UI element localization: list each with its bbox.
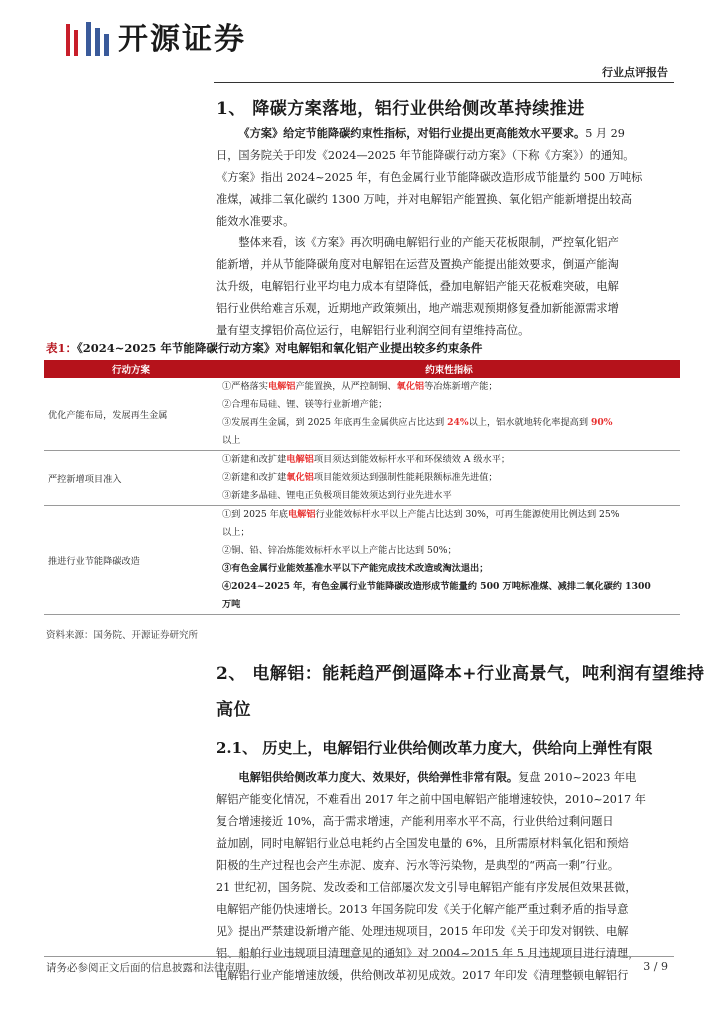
footer-disclaimer: 请务必参阅正文后面的信息披露和法律声明	[46, 962, 246, 974]
text-run: 《方案》指出 2024~2025 年，有色金属行业节能降碳改造形成节能量约 500 万吨标	[216, 171, 643, 184]
text-run: 24%	[447, 417, 469, 428]
paragraph-line	[216, 167, 680, 189]
page-number: 3 / 9	[643, 960, 668, 973]
text-run: 能效水准要求。	[216, 215, 295, 228]
paragraph-line	[216, 276, 680, 298]
text-run: 优化产能布局，发展再生金属	[48, 410, 168, 421]
text-run: ③新建多晶硅、锂电正负极项目能效须达到行业先进水平	[222, 490, 452, 501]
text-run: 产能置换，从严控制铜、	[295, 381, 397, 392]
indicator-line	[222, 578, 680, 596]
action-cell	[44, 378, 218, 451]
text-run: 行业能效标杆水平以上产能占比达到 30%，可再生能源使用比例达到 25%	[315, 509, 620, 520]
text-run: ①严格落实	[222, 381, 268, 392]
indicator-line	[222, 506, 680, 524]
text-run: 严控新增项目准入	[48, 474, 122, 485]
text-run: ①到 2025 年底	[222, 509, 288, 520]
footer-divider	[44, 956, 674, 957]
paragraph-line	[216, 899, 680, 921]
text-run: 能新增，并从节能降碳角度对电解铝在运营及置换产能提出能效要求，倒逼产能淘	[216, 258, 619, 271]
paragraph-line	[216, 189, 680, 211]
indicator-line	[222, 378, 680, 396]
section-1-paragraph-2	[216, 232, 680, 342]
section-1-paragraph-1	[216, 122, 680, 233]
indicator-cell	[218, 506, 680, 615]
text-run: ③有色金属行业能效基准水平以下产能完成技术改造或淘汰退出；	[222, 563, 489, 574]
header-divider	[214, 82, 674, 83]
text-run: 整体来看，该《方案》再次明确电解铝行业的产能天花板限制，严控氧化铝产	[238, 236, 619, 249]
paragraph-line	[216, 965, 680, 987]
text-run: ①新建和改扩建	[222, 454, 287, 465]
text-run: 以上；	[222, 527, 250, 538]
indicator-line	[222, 396, 680, 414]
text-run: 汰升级，电解铝行业平均电力成本有望降低，叠加电解铝产能天花板难突破，电解	[216, 280, 619, 293]
table-row	[44, 378, 680, 451]
text-run: ②新建和改扩建	[222, 472, 287, 483]
paragraph-line	[216, 211, 680, 233]
paragraph-line	[216, 766, 680, 789]
indicator-line	[222, 487, 680, 505]
indicator-line	[222, 414, 680, 432]
table-row	[44, 506, 680, 615]
text-run: 解铝产能变化情况，不难看出 2017 年之前中国电解铝产能增速较快，2010~2017 年	[216, 793, 646, 806]
text-run: 5 月 29	[585, 127, 625, 140]
brand-name: 开源证券	[118, 22, 246, 57]
text-run: 铝、船舶行业违规项目清理意见的通知》对 2004~2015 年 5 月违规项目进行清理，	[216, 947, 640, 960]
indicator-line	[222, 451, 680, 469]
table-header-row	[44, 360, 680, 378]
indicator-cell	[218, 451, 680, 506]
text-run: 日，国务院关于印发《2024—2025 年节能降碳行动方案》（下称《方案》）的通知。	[216, 149, 635, 162]
text-run: 项目能效须达到强制性能耗限额标准先进值；	[313, 472, 498, 483]
text-run: ③发展再生金属，到 2025 年底再生金属供应占比达到	[222, 417, 448, 428]
table-title	[46, 340, 482, 356]
text-run: 阳极的生产过程也会产生赤泥、废弃、污水等污染物，是典型的“两高一剩”行业。	[216, 859, 620, 872]
text-run: 等冶炼新增产能；	[424, 381, 498, 392]
paragraph-line	[216, 320, 680, 342]
text-run: 电解铝产能仍快速增长。2013 年国务院印发《关于化解产能严重过剩矛盾的指导意	[216, 903, 629, 916]
indicator-line	[222, 524, 680, 542]
section-2-heading-line-1: 2、 电解铝：能耗趋严倒逼降本+行业高景气，吨利润有望维持	[216, 664, 705, 684]
paragraph-line	[216, 122, 680, 145]
constraints-table	[44, 360, 680, 615]
text-run: 铝行业供给难言乐观，近期地产政策频出，地产端悲观预期修复叠加新能源需求增	[216, 302, 619, 315]
table-label: 表1：	[46, 341, 78, 355]
section-2-heading-line-2: 高位	[216, 700, 251, 720]
text-run: 见》提出严禁建设新增产能、处理违规项目，2015 年印发《关于印发对钢铁、电解	[216, 925, 629, 938]
text-run: 复合增速接近 10%，高于需求增速，产能利用率水平不高，行业供给过剩问题日	[216, 815, 614, 828]
indicator-line	[222, 560, 680, 578]
paragraph-line	[216, 254, 680, 276]
indicator-line	[222, 432, 680, 450]
text-run: 益加剧，同时电解铝行业总电耗约占全国发电量的 6%，且所需原材料氧化铝和预焙	[216, 837, 629, 850]
paragraph-line	[216, 943, 680, 965]
paragraph-line	[216, 298, 680, 320]
paragraph-line	[216, 811, 680, 833]
indicator-line	[222, 469, 680, 487]
brand-logo-mark	[60, 20, 120, 64]
action-cell	[44, 451, 218, 506]
text-run: ②铜、铅、锌冶炼能效标杆水平以上产能占比达到 50%；	[222, 545, 457, 556]
text-run: 推进行业节能降碳改造	[48, 556, 140, 567]
text-run: 电解铝	[267, 381, 296, 392]
text-run: 复盘 2010~2023 年电	[518, 771, 637, 784]
text-run: 电解铝供给侧改革力度大、效果好，供给弹性非常有限。	[238, 770, 519, 784]
text-run: 电解铝行业产能增速放缓，供给侧改革初见成效。2017 年印发《清理整顿电解铝行	[216, 969, 629, 982]
text-run: 21 世纪初，国务院、发改委和工信部屡次发文引导电解铝产能有序发展但效果甚微，	[216, 881, 637, 894]
text-run: 以上	[222, 435, 241, 446]
text-run: 万吨	[222, 599, 241, 610]
section-2-1-paragraph	[216, 766, 680, 987]
indicator-line	[222, 542, 680, 560]
indicator-cell	[218, 378, 680, 451]
text-run: ④2024~2025 年，有色金属行业节能降碳改造形成节能量约 500 万吨标准煤、减排二氧化碳约 1300	[222, 581, 651, 592]
paragraph-line	[216, 833, 680, 855]
text-run: 90%	[590, 417, 613, 428]
paragraph-line	[216, 921, 680, 943]
indicator-line	[222, 596, 680, 614]
paragraph-line	[216, 855, 680, 877]
text-run: 氧化铝	[396, 381, 425, 392]
table-row	[44, 451, 680, 506]
text-run: 电解铝	[286, 454, 314, 465]
text-run: 《方案》给定节能降碳约束性指标，对铝行业提出更高能效水平要求。	[238, 126, 586, 140]
paragraph-line	[216, 145, 680, 167]
text-run: 氧化铝	[286, 472, 314, 483]
section-1-heading: 1、 降碳方案落地，铝行业供给侧改革持续推进	[216, 99, 585, 119]
text-run: 准煤，减排二氧化碳约 1300 万吨，并对电解铝产能置换、氧化铝产能新增提出较高	[216, 193, 632, 206]
text-run: ②合理布局硅、锂、镁等行业新增产能；	[222, 399, 388, 410]
paragraph-line	[216, 789, 680, 811]
col-indicator-header: 约束性指标	[218, 360, 680, 378]
table-source: 资料来源：国务院、开源证券研究所	[46, 630, 199, 641]
table-caption: 《2024~2025 年节能降碳行动方案》对电解铝和氧化铝产业提出较多约束条件	[77, 341, 483, 355]
paragraph-line	[216, 877, 680, 899]
text-run: 以上，铝水就地转化率提高到	[468, 417, 591, 428]
text-run: 量有望支撑铝价高位运行，电解铝行业利润空间有望维持高位。	[216, 324, 530, 337]
text-run: 电解铝	[287, 509, 316, 520]
paragraph-line	[216, 232, 680, 254]
action-cell	[44, 506, 218, 615]
logo-icon	[66, 22, 109, 56]
report-type: 行业点评报告	[602, 66, 668, 79]
text-run: 项目须达到能效标杆水平和环保绩效 A 级水平；	[313, 454, 511, 465]
section-2-1-heading: 2.1、 历史上，电解铝行业供给侧改革力度大，供给向上弹性有限	[216, 739, 653, 757]
col-action-header: 行动方案	[44, 360, 218, 378]
